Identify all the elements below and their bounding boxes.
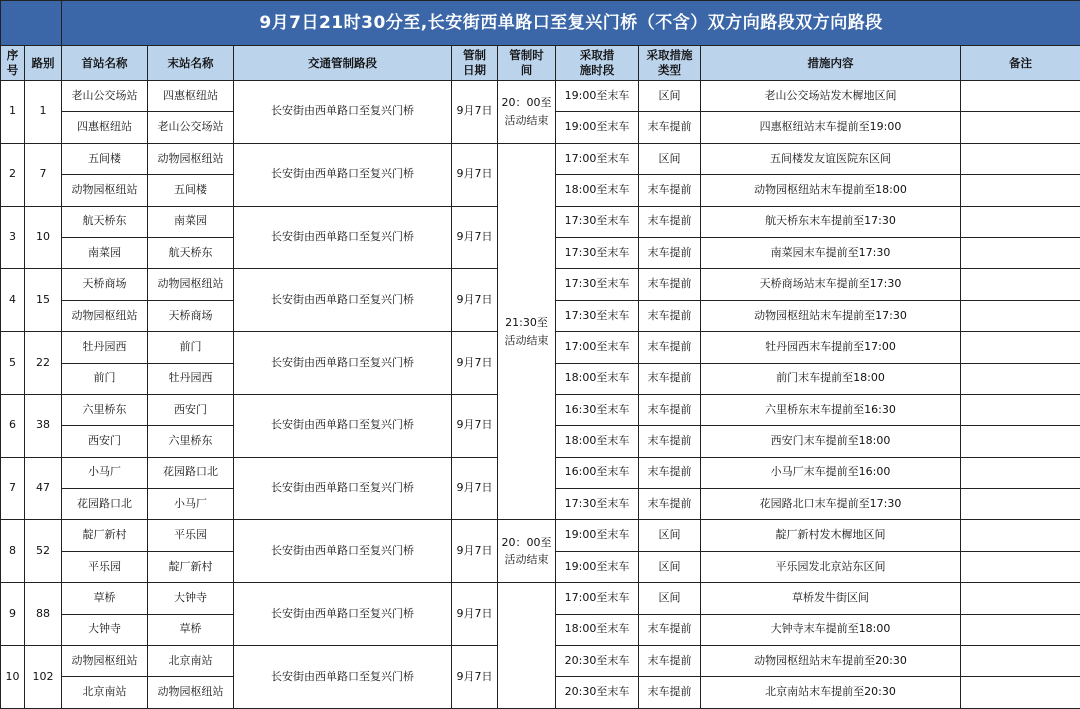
table-row <box>1 143 1080 174</box>
seq-cell: 10 <box>1 646 25 709</box>
first-stop-cell: 六里桥东 <box>62 394 148 425</box>
section-cell: 长安街由西单路口至复兴门桥 <box>234 394 452 457</box>
content-cell: 天桥商场站末车提前至17:30 <box>701 269 961 300</box>
date-cell: 9月7日 <box>452 520 498 583</box>
seq-cell: 2 <box>1 143 25 206</box>
section-cell: 长安街由西单路口至复兴门桥 <box>234 583 452 646</box>
last-stop-cell: 六里桥东 <box>148 426 234 457</box>
section-cell: 长安街由西单路口至复兴门桥 <box>234 457 452 520</box>
section-cell: 长安街由西单路口至复兴门桥 <box>234 81 452 144</box>
content-cell: 靛厂新村发木樨地区间 <box>701 520 961 551</box>
content-cell: 四惠枢纽站末车提前至19:00 <box>701 112 961 143</box>
first-stop-cell: 南菜园 <box>62 237 148 268</box>
date-cell: 9月7日 <box>452 332 498 395</box>
first-stop-cell: 牡丹园西 <box>62 332 148 363</box>
type-cell: 末车提前 <box>639 363 701 394</box>
table-row <box>1 583 1080 614</box>
content-cell: 动物园枢纽站末车提前至20:30 <box>701 646 961 677</box>
remark-cell <box>961 394 1080 425</box>
header-remark: 备注 <box>961 46 1080 81</box>
section-cell: 长安街由西单路口至复兴门桥 <box>234 646 452 709</box>
section-cell: 长安街由西单路口至复兴门桥 <box>234 520 452 583</box>
remark-cell <box>961 677 1080 708</box>
date-cell: 9月7日 <box>452 646 498 709</box>
period-cell: 19:00至末车 <box>556 81 639 112</box>
last-stop-cell: 草桥 <box>148 614 234 645</box>
date-cell: 9月7日 <box>452 457 498 520</box>
remark-cell <box>961 457 1080 488</box>
seq-cell: 8 <box>1 520 25 583</box>
section-cell: 长安街由西单路口至复兴门桥 <box>234 143 452 206</box>
period-cell: 17:30至末车 <box>556 206 639 237</box>
period-cell: 17:30至末车 <box>556 489 639 520</box>
last-stop-cell: 北京南站 <box>148 646 234 677</box>
remark-cell <box>961 237 1080 268</box>
type-cell: 末车提前 <box>639 332 701 363</box>
period-cell: 18:00至末车 <box>556 363 639 394</box>
header-section: 交通管制路段 <box>234 46 452 81</box>
route-cell: 102 <box>25 646 62 709</box>
content-cell: 动物园枢纽站末车提前至17:30 <box>701 300 961 331</box>
header-period-line2: 施时段 <box>580 63 615 77</box>
last-stop-cell: 动物园枢纽站 <box>148 269 234 300</box>
content-cell: 航天桥东末车提前至17:30 <box>701 206 961 237</box>
remark-cell <box>961 614 1080 645</box>
remark-cell <box>961 300 1080 331</box>
header-date <box>452 46 498 81</box>
last-stop-cell: 老山公交场站 <box>148 112 234 143</box>
type-cell: 区间 <box>639 520 701 551</box>
seq-cell: 5 <box>1 332 25 395</box>
first-stop-cell: 天桥商场 <box>62 269 148 300</box>
last-stop-cell: 牡丹园西 <box>148 363 234 394</box>
seq-cell: 6 <box>1 394 25 457</box>
remark-cell <box>961 363 1080 394</box>
remark-cell <box>961 269 1080 300</box>
route-cell: 38 <box>25 394 62 457</box>
remark-cell <box>961 551 1080 582</box>
remark-cell <box>961 175 1080 206</box>
route-cell: 88 <box>25 583 62 646</box>
period-cell: 17:00至末车 <box>556 332 639 363</box>
content-cell: 小马厂末车提前至16:00 <box>701 457 961 488</box>
period-cell: 17:00至末车 <box>556 583 639 614</box>
last-stop-cell: 小马厂 <box>148 489 234 520</box>
content-cell: 动物园枢纽站末车提前至18:00 <box>701 175 961 206</box>
date-cell: 9月7日 <box>452 81 498 144</box>
type-cell: 区间 <box>639 143 701 174</box>
route-cell: 52 <box>25 520 62 583</box>
content-cell: 平乐园发北京站东区间 <box>701 551 961 582</box>
type-cell: 末车提前 <box>639 614 701 645</box>
header-seq-line2: 号 <box>7 63 19 77</box>
type-cell: 末车提前 <box>639 175 701 206</box>
seq-cell: 4 <box>1 269 25 332</box>
last-stop-cell: 五间楼 <box>148 175 234 206</box>
route-cell: 47 <box>25 457 62 520</box>
type-cell: 末车提前 <box>639 269 701 300</box>
last-stop-cell: 前门 <box>148 332 234 363</box>
content-cell: 草桥发牛街区间 <box>701 583 961 614</box>
type-cell: 末车提前 <box>639 394 701 425</box>
table-title: 9月7日21时30分至,长安街西单路口至复兴门桥（不含）双方向路段双方向路段 <box>62 1 1080 46</box>
period-cell: 20:30至末车 <box>556 677 639 708</box>
type-cell: 末车提前 <box>639 426 701 457</box>
type-cell: 区间 <box>639 81 701 112</box>
first-stop-cell: 草桥 <box>62 583 148 614</box>
first-stop-cell: 北京南站 <box>62 677 148 708</box>
remark-cell <box>961 646 1080 677</box>
first-stop-cell: 五间楼 <box>62 143 148 174</box>
period-cell: 17:30至末车 <box>556 300 639 331</box>
content-cell: 大钟寺末车提前至18:00 <box>701 614 961 645</box>
period-cell: 17:30至末车 <box>556 269 639 300</box>
route-cell: 22 <box>25 332 62 395</box>
type-cell: 末车提前 <box>639 237 701 268</box>
first-stop-cell: 大钟寺 <box>62 614 148 645</box>
last-stop-cell: 动物园枢纽站 <box>148 143 234 174</box>
table-row <box>1 520 1080 551</box>
remark-cell <box>961 583 1080 614</box>
first-stop-cell: 动物园枢纽站 <box>62 175 148 206</box>
control-time-line2: 活动结束 <box>505 114 549 127</box>
remark-cell <box>961 426 1080 457</box>
first-stop-cell: 花园路口北 <box>62 489 148 520</box>
header-control-time <box>498 46 556 81</box>
remark-cell <box>961 489 1080 520</box>
last-stop-cell: 花园路口北 <box>148 457 234 488</box>
header-seq-line1: 序 <box>7 48 19 62</box>
type-cell: 末车提前 <box>639 489 701 520</box>
date-cell: 9月7日 <box>452 583 498 646</box>
first-stop-cell: 前门 <box>62 363 148 394</box>
title-corner <box>1 1 62 46</box>
last-stop-cell: 航天桥东 <box>148 237 234 268</box>
route-cell: 10 <box>25 206 62 269</box>
control-time-cell <box>498 583 556 709</box>
date-cell: 9月7日 <box>452 143 498 206</box>
first-stop-cell: 小马厂 <box>62 457 148 488</box>
period-cell: 17:30至末车 <box>556 237 639 268</box>
section-cell: 长安街由西单路口至复兴门桥 <box>234 332 452 395</box>
header-type <box>639 46 701 81</box>
route-cell: 15 <box>25 269 62 332</box>
type-cell: 末车提前 <box>639 646 701 677</box>
header-period-line1: 采取措 <box>580 48 615 62</box>
control-time-cell <box>498 81 556 144</box>
remark-cell <box>961 81 1080 112</box>
header-date-line1: 管制 <box>463 48 486 62</box>
remark-cell <box>961 520 1080 551</box>
period-cell: 20:30至末车 <box>556 646 639 677</box>
control-time-line2: 活动结束 <box>505 334 549 347</box>
first-stop-cell: 平乐园 <box>62 551 148 582</box>
last-stop-cell: 平乐园 <box>148 520 234 551</box>
first-stop-cell: 动物园枢纽站 <box>62 646 148 677</box>
header-control-time-line2: 间 <box>521 63 533 77</box>
last-stop-cell: 动物园枢纽站 <box>148 677 234 708</box>
period-cell: 19:00至末车 <box>556 551 639 582</box>
seq-cell: 1 <box>1 81 25 144</box>
type-cell: 末车提前 <box>639 457 701 488</box>
section-cell: 长安街由西单路口至复兴门桥 <box>234 206 452 269</box>
last-stop-cell: 西安门 <box>148 394 234 425</box>
last-stop-cell: 南菜园 <box>148 206 234 237</box>
last-stop-cell: 四惠枢纽站 <box>148 81 234 112</box>
type-cell: 末车提前 <box>639 206 701 237</box>
first-stop-cell: 四惠枢纽站 <box>62 112 148 143</box>
header-route: 路别 <box>25 46 62 81</box>
seq-cell: 9 <box>1 583 25 646</box>
period-cell: 19:00至末车 <box>556 520 639 551</box>
header-type-line1: 采取措施 <box>647 48 693 62</box>
remark-cell <box>961 143 1080 174</box>
type-cell: 区间 <box>639 551 701 582</box>
first-stop-cell: 西安门 <box>62 426 148 457</box>
control-time-cell <box>498 520 556 583</box>
control-time-line1: 20：00至 <box>502 96 552 109</box>
date-cell: 9月7日 <box>452 269 498 332</box>
date-cell: 9月7日 <box>452 206 498 269</box>
period-cell: 16:30至末车 <box>556 394 639 425</box>
content-cell: 南菜园末车提前至17:30 <box>701 237 961 268</box>
last-stop-cell: 大钟寺 <box>148 583 234 614</box>
first-stop-cell: 靛厂新村 <box>62 520 148 551</box>
content-cell: 牡丹园西末车提前至17:00 <box>701 332 961 363</box>
content-cell: 西安门末车提前至18:00 <box>701 426 961 457</box>
content-cell: 五间楼发友谊医院东区间 <box>701 143 961 174</box>
type-cell: 末车提前 <box>639 677 701 708</box>
header-date-line2: 日期 <box>463 63 486 77</box>
header-type-line2: 类型 <box>658 63 681 77</box>
table-row <box>1 81 1080 112</box>
remark-cell <box>961 206 1080 237</box>
period-cell: 19:00至末车 <box>556 112 639 143</box>
seq-cell: 3 <box>1 206 25 269</box>
control-time-line2: 活动结束 <box>505 553 549 566</box>
first-stop-cell: 航天桥东 <box>62 206 148 237</box>
last-stop-cell: 天桥商场 <box>148 300 234 331</box>
last-stop-cell: 靛厂新村 <box>148 551 234 582</box>
period-cell: 18:00至末车 <box>556 426 639 457</box>
type-cell: 末车提前 <box>639 112 701 143</box>
first-stop-cell: 老山公交场站 <box>62 81 148 112</box>
section-cell: 长安街由西单路口至复兴门桥 <box>234 269 452 332</box>
header-first-stop: 首站名称 <box>62 46 148 81</box>
content-cell: 老山公交场站发木樨地区间 <box>701 81 961 112</box>
content-cell: 前门末车提前至18:00 <box>701 363 961 394</box>
remark-cell <box>961 332 1080 363</box>
route-cell: 7 <box>25 143 62 206</box>
header-content: 措施内容 <box>701 46 961 81</box>
type-cell: 区间 <box>639 583 701 614</box>
seq-cell: 7 <box>1 457 25 520</box>
header-control-time-line1: 管制时 <box>509 48 544 62</box>
header-period <box>556 46 639 81</box>
period-cell: 16:00至末车 <box>556 457 639 488</box>
control-time-line1: 21:30至 <box>505 316 548 329</box>
date-cell: 9月7日 <box>452 394 498 457</box>
first-stop-cell: 动物园枢纽站 <box>62 300 148 331</box>
header-seq <box>1 46 25 81</box>
route-cell: 1 <box>25 81 62 144</box>
content-cell: 花园路北口末车提前至17:30 <box>701 489 961 520</box>
control-time-cell <box>498 143 556 520</box>
header-last-stop: 末站名称 <box>148 46 234 81</box>
type-cell: 末车提前 <box>639 300 701 331</box>
remark-cell <box>961 112 1080 143</box>
control-time-line1: 20：00至 <box>502 536 552 549</box>
content-cell: 六里桥东末车提前至16:30 <box>701 394 961 425</box>
content-cell: 北京南站末车提前至20:30 <box>701 677 961 708</box>
period-cell: 17:00至末车 <box>556 143 639 174</box>
period-cell: 18:00至末车 <box>556 175 639 206</box>
period-cell: 18:00至末车 <box>556 614 639 645</box>
